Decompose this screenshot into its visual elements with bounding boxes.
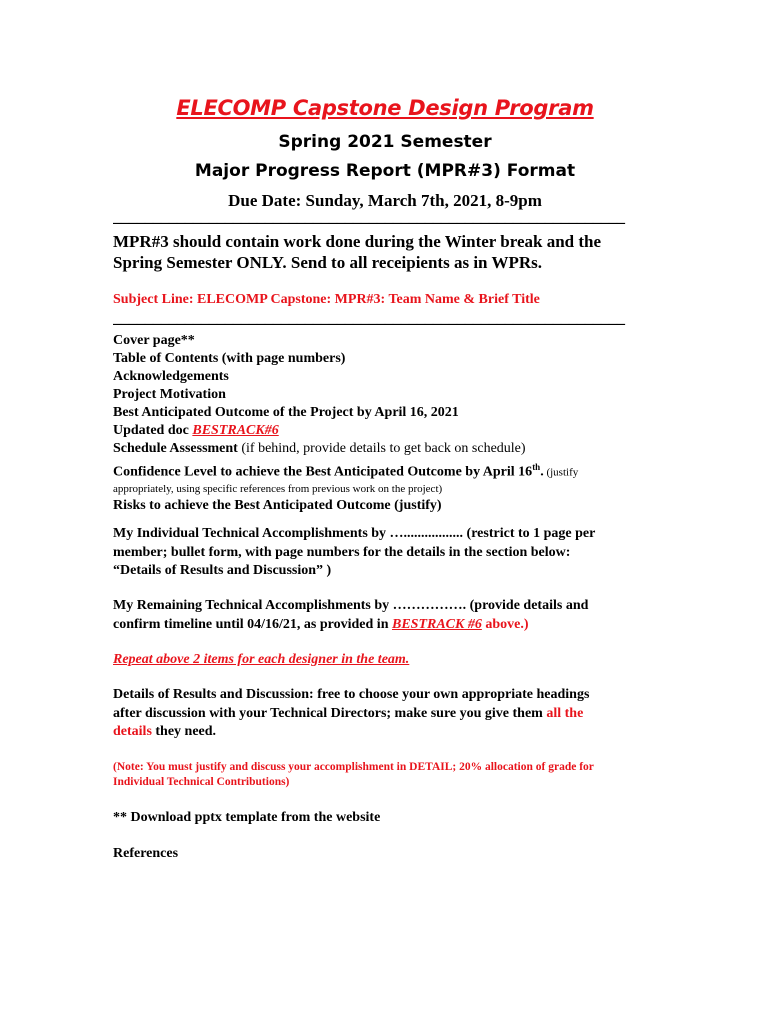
references-heading: References: [113, 846, 179, 861]
bestrack-link[interactable]: BESTRACK#6: [192, 423, 279, 438]
paragraph-text: they need.: [151, 724, 217, 739]
note-line: Individual Technical Contributions): [113, 776, 290, 788]
remaining-accomplishments: [113, 597, 653, 634]
divider-line: ________________________________________________________________: [113, 209, 625, 226]
list-item-text: .: [540, 464, 544, 480]
paragraph-line: “Details of Results and Discussion” ): [113, 563, 332, 578]
list-item: [113, 440, 673, 458]
list-item: Table of Contents (with page numbers): [113, 351, 346, 366]
paragraph-line: member; bullet form, with page numbers for the details in the section below:: [113, 544, 571, 560]
paragraph-line: My Individual Technical Accomplishments by …................. (restrict to 1 page per: [113, 526, 596, 541]
intro-line: Spring Semester ONLY. Send to all receipients as in WPRs.: [113, 253, 542, 272]
list-item-detail: (if behind, provide details to get back on schedule): [237, 441, 526, 456]
list-item: [113, 458, 673, 482]
emphasis-text: details: [113, 724, 152, 739]
semester-heading: Spring 2021 Semester: [278, 132, 492, 152]
list-item: Acknowledgements: [113, 369, 229, 384]
individual-accomplishments: [113, 525, 653, 581]
paragraph-text: above.): [481, 616, 529, 632]
superscript: th: [532, 462, 541, 472]
list-item: Cover page**: [113, 333, 195, 348]
note-line: (Note: You must justify and discuss your accomplishment in DETAIL; 20% allocation of grade for: [113, 761, 594, 773]
paragraph-text: after discussion with your Technical Directors; make sure you give them: [113, 705, 547, 721]
due-date: Due Date: Sunday, March 7th, 2021, 8-9pm: [228, 191, 542, 210]
list-item: Project Motivation: [113, 387, 226, 402]
repeat-instruction: Repeat above 2 items for each designer in the team.: [113, 652, 410, 667]
list-item: Best Anticipated Outcome of the Project by April 16, 2021: [113, 405, 459, 420]
report-contents-list: [113, 332, 673, 515]
list-item-text: Confidence Level to achieve the Best Anticipated Outcome by April 16: [113, 464, 533, 480]
list-item-text: Updated doc: [113, 423, 193, 438]
paragraph-line: [113, 616, 653, 635]
list-item: [113, 422, 673, 440]
paragraph-line: [113, 705, 653, 724]
paragraph-line: Details of Results and Discussion: free to choose your own appropriate headings: [113, 687, 590, 702]
emphasis-text: all the: [546, 705, 584, 721]
paragraph-line: My Remaining Technical Accomplishments by ……………. (provide details and: [113, 598, 589, 613]
details-paragraph: [113, 686, 653, 742]
intro-line: MPR#3 should contain work done during the Winter break and the: [113, 232, 602, 251]
report-heading: Major Progress Report (MPR#3) Format: [194, 161, 576, 181]
subject-line: Subject Line: ELECOMP Capstone: MPR#3: Team Name & Brief Title: [113, 292, 540, 307]
intro-paragraph: [113, 231, 673, 273]
grading-note: [113, 760, 673, 790]
list-item: Risks to achieve the Best Anticipated Outcome (justify): [113, 497, 442, 513]
program-title: ELECOMP Capstone Design Program: [176, 96, 594, 120]
list-item-detail: appropriately, using specific references from previous work on the project): [113, 482, 443, 495]
list-item-detail: (justify: [543, 466, 579, 479]
list-item-text: Schedule Assessment: [113, 441, 238, 456]
divider-line: ________________________________________________________________: [113, 310, 625, 327]
bestrack-link[interactable]: BESTRACK #6: [391, 616, 482, 632]
download-instruction: ** Download pptx template from the website: [113, 810, 381, 825]
paragraph-line: [113, 723, 653, 742]
paragraph-text: confirm timeline until 04/16/21, as provided in: [113, 616, 392, 632]
